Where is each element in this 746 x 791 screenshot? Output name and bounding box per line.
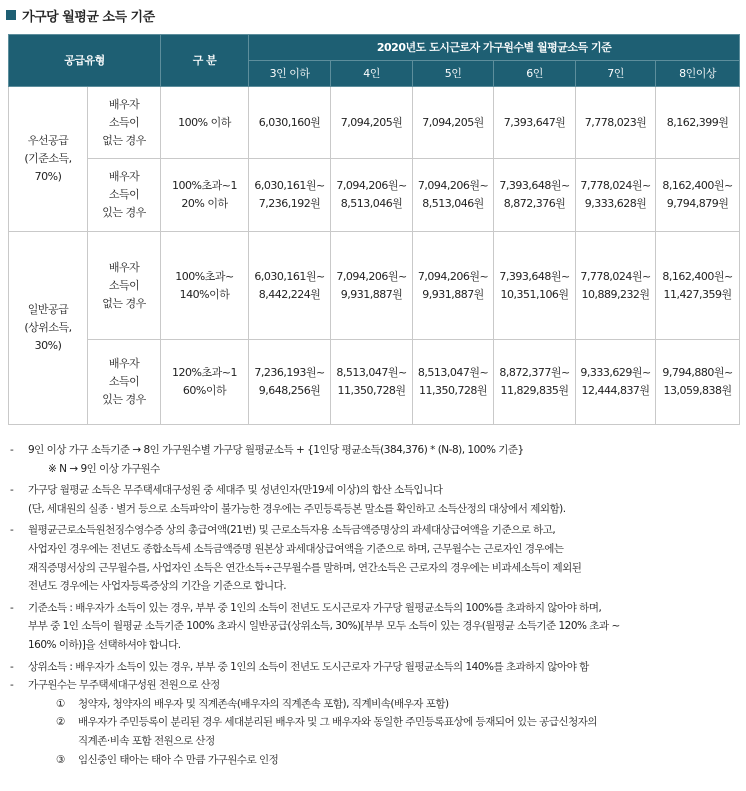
- title-square-icon: [6, 10, 16, 20]
- header-col: 3인 이하: [249, 61, 331, 87]
- income-value: 8,513,047원~ 11,350,728원: [331, 340, 413, 425]
- note-item: - 가구당 월평균 소득은 무주택세대구성원 중 세대주 및 성년인자(만19세 이상)의 합산 소득입니다 (단, 세대원의 실종 · 별거 등으로 소득파악이 불가능한 경우에는 주민등록등본 말소를 확인하고 소득산정의 대상에서 제외함).: [10, 484, 566, 515]
- income-value: 8,872,377원~ 11,829,835원: [494, 340, 576, 425]
- income-value: 7,094,206원~ 8,513,046원: [331, 159, 413, 232]
- note-item: - 기준소득 : 배우자가 소득이 있는 경우, 부부 중 1인의 소득이 전년도 도시근로자 가구당 월평균소득의 100%를 초과하지 않아야 하며, 부부 중 1인 소득이 월평균 소득기준 100% 초과시 일반공급(상위소득, 30%)[부부 모두 소득이 있는 경우(월평균 소득기준 120% 초과 ~ 160% 이하)]을 선택하셔야 합니다.: [10, 601, 620, 651]
- income-value: 8,162,400원~ 11,427,359원: [656, 232, 740, 340]
- spouse-condition: 배우자 소득이 없는 경우: [88, 232, 161, 340]
- income-value: 9,794,880원~ 13,059,838원: [656, 340, 740, 425]
- income-value: 7,393,647원: [494, 87, 576, 159]
- income-value: 6,030,161원~ 7,236,192원: [249, 159, 331, 232]
- note-item: - 9인 이상 가구 소득기준 → 8인 가구원수별 가구당 월평균소득 + {1인당 평균소득(384,376) * (N-8), 100% 기준} ※ N → 9인 이상 가구원수: [8, 441, 740, 478]
- income-value: 7,094,206원~ 9,931,887원: [413, 232, 494, 340]
- income-value: 7,393,648원~ 8,872,376원: [494, 159, 576, 232]
- income-value: 6,030,161원~ 8,442,224원: [249, 232, 331, 340]
- spouse-condition: 배우자 소득이 있는 경우: [88, 159, 161, 232]
- spouse-condition: 배우자 소득이 있는 경우: [88, 340, 161, 425]
- header-supply-type: 공급유형: [9, 35, 161, 87]
- income-range: 100% 이하: [161, 87, 249, 159]
- supply-group-label: 우선공급 (기준소득, 70%): [9, 87, 88, 232]
- subnote-item: ① 청약자, 청약자의 배우자 및 직계존속(배우자의 직계존속 포함), 직계비속(배우자 포함): [56, 697, 449, 710]
- income-value: 8,162,400원~ 9,794,879원: [656, 159, 740, 232]
- income-value: 8,513,047원~ 11,350,728원: [413, 340, 494, 425]
- header-col: 5인: [413, 61, 494, 87]
- note-reference: ※ N → 9인 이상 가구원수: [48, 462, 160, 475]
- income-value: 7,778,023원: [576, 87, 656, 159]
- notes-section: [8, 441, 740, 769]
- income-value: 7,094,205원: [413, 87, 494, 159]
- income-value: 7,778,024원~ 10,889,232원: [576, 232, 656, 340]
- income-value: 9,333,629원~ 12,444,837원: [576, 340, 656, 425]
- note-item: - 상위소득 : 배우자가 소득이 있는 경우, 부부 중 1인의 소득이 전년도 도시근로자 가구당 월평균소득의 140%를 초과하지 않아야 함: [10, 660, 589, 673]
- section-title-text: 가구당 월평균 소득 기준: [22, 9, 155, 25]
- header-col: 6인: [494, 61, 576, 87]
- header-group: 2020년도 도시근로자 가구원수별 월평균소득 기준: [249, 35, 740, 61]
- header-col: 4인: [331, 61, 413, 87]
- income-table: [8, 34, 740, 425]
- income-range: 120%초과~1 60%이하: [161, 340, 249, 425]
- income-value: 6,030,160원: [249, 87, 331, 159]
- spouse-condition: 배우자 소득이 없는 경우: [88, 87, 161, 159]
- table-row: [9, 340, 740, 425]
- income-range: 100%초과~1 20% 이하: [161, 159, 249, 232]
- note-item: - 월평균근로소득원천징수영수증 상의 총급여액(21번) 및 근로소득자용 소득금액증명상의 과세대상급여액을 기준으로 하고, 사업자인 경우에는 전년도 종합소득세 소득금액증명 원본상 과세대상급여액을 기준으로 하며, 근무월수는 근로자인 경우에는 재직증명서상의 근무월수를, 사업자인 소득은 연간소득÷근무월수를 말하며, 연간소득은 근로자의 경우에는 비과세소득이 제외된 전년도 경우에는 사업자등록증상의 기간을 기준으로 합니다.: [10, 524, 582, 593]
- table-row: [9, 159, 740, 232]
- supply-group-label: 일반공급 (상위소득, 30%): [9, 232, 88, 425]
- section-title: [6, 6, 155, 24]
- income-value: 7,094,206원~ 9,931,887원: [331, 232, 413, 340]
- subnote-item: ② 배우자가 주민등록이 분리된 경우 세대분리된 배우자 및 그 배우자와 동일한 주민등록표상에 등재되어 있는 공급신청자의 직계존·비속 포함 전원으로 산정: [56, 716, 598, 747]
- income-value: 8,162,399원: [656, 87, 740, 159]
- header-col: 7인: [576, 61, 656, 87]
- income-value: 7,393,648원~ 10,351,106원: [494, 232, 576, 340]
- income-value: 7,778,024원~ 9,333,628원: [576, 159, 656, 232]
- income-value: 7,094,205원: [331, 87, 413, 159]
- income-range: 100%초과~ 140%이하: [161, 232, 249, 340]
- subnote-item: ③ 임신중인 태아는 태아 수 만큼 가구원수로 인정: [56, 753, 279, 766]
- header-col: 8인이상: [656, 61, 740, 87]
- income-value: 7,236,193원~ 9,648,256원: [249, 340, 331, 425]
- table-row: [9, 87, 740, 159]
- income-value: 7,094,206원~ 8,513,046원: [413, 159, 494, 232]
- table-row: [9, 232, 740, 340]
- header-gubun: 구 분: [161, 35, 249, 87]
- note-item: - 가구원수는 무주택세대구성원 전원으로 산정: [10, 679, 220, 692]
